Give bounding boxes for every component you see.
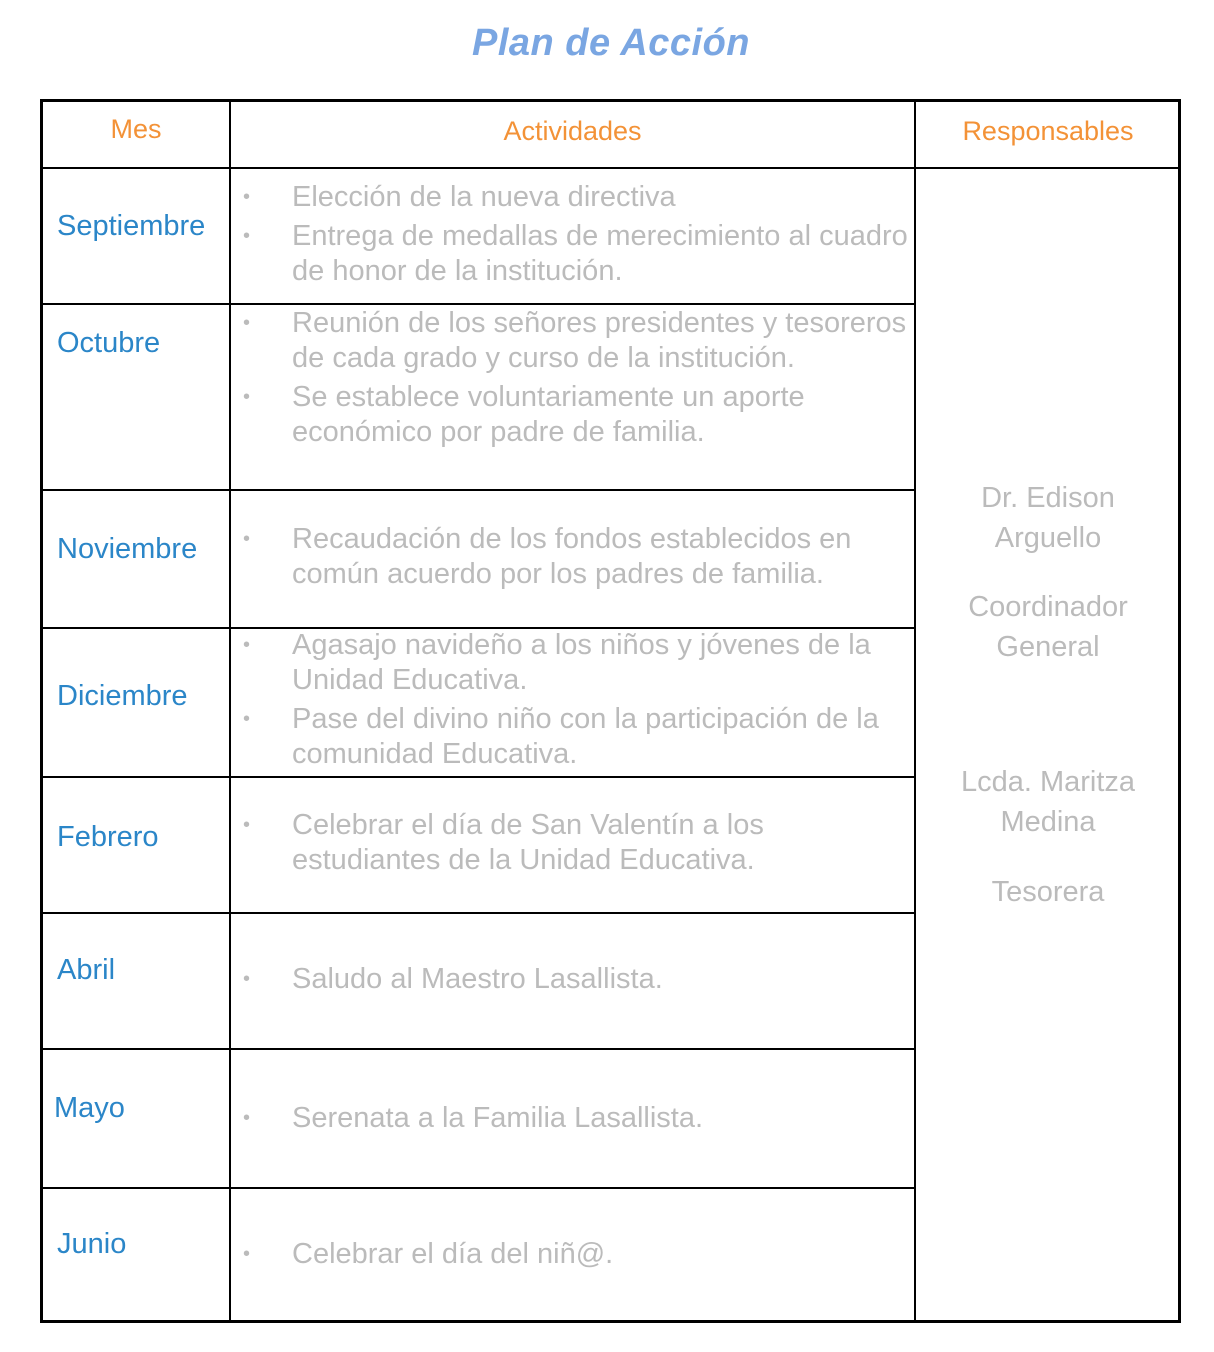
- list-item: [240, 962, 910, 997]
- table-border-left: [40, 99, 43, 1323]
- row-divider: [40, 1048, 916, 1050]
- header-month: Mes: [110, 114, 162, 144]
- activity-text: Serenata a la Familia Lasallista.: [292, 1102, 704, 1134]
- row-divider: [40, 776, 916, 778]
- responsible-name: Dr. Edison Arguello: [981, 482, 1115, 554]
- bullet-icon: •: [243, 386, 251, 408]
- bullet-icon: •: [243, 1243, 251, 1265]
- activity-text: Elección de la nueva directiva: [292, 181, 676, 213]
- header-activities: Actividades: [503, 116, 642, 146]
- activity-list: [240, 180, 910, 293]
- list-item: [240, 380, 910, 450]
- bullet-icon: •: [243, 225, 251, 247]
- bullet-icon: •: [243, 968, 251, 990]
- activity-list: [240, 306, 910, 454]
- list-item: [240, 219, 910, 289]
- responsible-role: Coordinador General: [968, 591, 1128, 663]
- activity-text: Saludo al Maestro Lasallista.: [292, 963, 663, 995]
- page-title: Plan de Acción: [472, 22, 750, 64]
- list-item: [240, 180, 910, 215]
- column-divider-activities: [914, 99, 916, 1323]
- activity-text: Reunión de los señores presidentes y tesoreros de cada grado y curso de la institución.: [292, 307, 907, 374]
- responsible-name: Lcda. Maritza Medina: [960, 766, 1136, 838]
- row-divider: [40, 489, 916, 491]
- table-border-top: [40, 99, 1181, 102]
- month-label: Septiembre: [57, 210, 206, 242]
- month-label: Octubre: [57, 327, 161, 359]
- month-label: Junio: [57, 1228, 127, 1260]
- activity-list: [240, 808, 910, 882]
- row-divider: [40, 1187, 916, 1189]
- bullet-icon: •: [243, 634, 251, 656]
- month-label: Febrero: [57, 821, 159, 853]
- activity-text: Se establece voluntariamente un aporte económico por padre de familia.: [292, 381, 805, 448]
- activity-text: Entrega de medallas de merecimiento al cuadro de honor de la institución.: [292, 220, 908, 287]
- activity-text: Pase del divino niño con la participación de la comunidad Educativa.: [292, 703, 879, 770]
- bullet-icon: •: [243, 1107, 251, 1129]
- month-label: Mayo: [54, 1092, 125, 1124]
- activity-list: [240, 628, 910, 776]
- list-item: [240, 522, 910, 592]
- activity-list: [240, 962, 910, 1001]
- list-item: [240, 1237, 910, 1272]
- bullet-icon: •: [243, 708, 251, 730]
- table-border-bottom: [40, 1320, 1181, 1323]
- activity-text: Celebrar el día del niñ@.: [292, 1238, 614, 1270]
- bullet-icon: •: [243, 312, 251, 334]
- header-responsible: Responsables: [962, 116, 1134, 146]
- activity-list: [240, 522, 910, 596]
- bullet-icon: •: [243, 814, 251, 836]
- month-label: Abril: [57, 954, 116, 986]
- row-divider: [40, 912, 916, 914]
- list-item: [240, 1101, 910, 1136]
- activity-list: [240, 1101, 910, 1140]
- responsible-role: Tesorera: [991, 876, 1105, 908]
- list-item: [240, 702, 910, 772]
- activity-text: Agasajo navideño a los niños y jóvenes de la Unidad Educativa.: [292, 629, 871, 696]
- activity-list: [240, 1237, 910, 1276]
- activity-text: Recaudación de los fondos establecidos en común acuerdo por los padres de familia.: [292, 523, 852, 590]
- activity-text: Celebrar el día de San Valentín a los estudiantes de la Unidad Educativa.: [292, 809, 764, 876]
- month-label: Noviembre: [57, 533, 198, 565]
- bullet-icon: •: [243, 186, 251, 208]
- column-divider-month: [229, 99, 231, 1323]
- list-item: [240, 306, 910, 376]
- list-item: [240, 808, 910, 878]
- header-divider: [40, 167, 1181, 169]
- table-border-right: [1178, 99, 1181, 1323]
- list-item: [240, 628, 910, 698]
- row-divider: [40, 303, 916, 305]
- bullet-icon: •: [243, 528, 251, 550]
- month-label: Diciembre: [57, 680, 188, 712]
